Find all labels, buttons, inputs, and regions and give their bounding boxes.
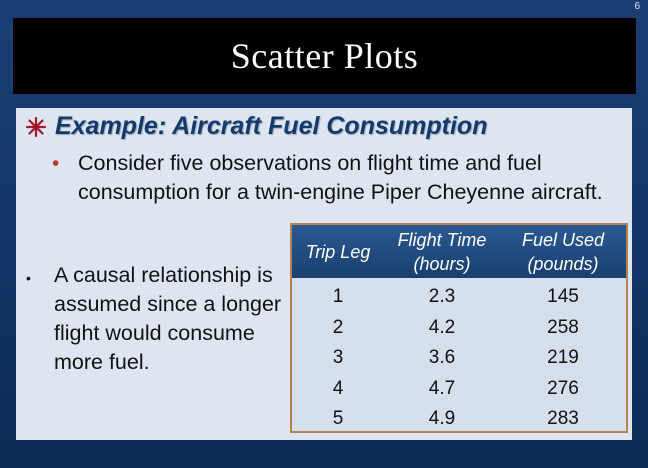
title-bar: [13, 18, 636, 94]
page-number: 6: [634, 1, 640, 12]
cell-flight-time: 3.6: [428, 347, 456, 369]
bullet-causal: [26, 261, 291, 377]
header-flight-time-line2: (hours): [413, 253, 471, 274]
header-flight-time: [384, 225, 500, 278]
cell-trip-leg: 4: [332, 377, 344, 399]
slide-title: Scatter Plots: [230, 36, 419, 76]
cell-fuel-used: 276: [547, 377, 579, 399]
header-fuel-used-line1: Fuel Used: [521, 229, 605, 250]
snowflake-icon: [26, 117, 46, 137]
header-trip-leg-line1: Trip Leg: [305, 241, 371, 262]
cell-flight-time: 4.2: [428, 316, 456, 338]
cell-trip-leg: 2: [332, 316, 344, 338]
bullet-dot: •: [52, 152, 60, 175]
cell-flight-time: 2.3: [428, 286, 456, 308]
table-row: [292, 404, 626, 435]
header-fuel-used-line2: (pounds): [527, 253, 599, 274]
example-heading: [26, 112, 487, 141]
bullet-observations-text: Consider five observations on flight time and fuel consumption for a twin-engine Piper Cheyenne aircraft.: [78, 151, 603, 204]
fuel-data-table: [290, 223, 628, 433]
bullet-dot: •: [26, 270, 31, 286]
cell-trip-leg: 5: [332, 408, 344, 430]
cell-fuel-used: 258: [547, 316, 579, 338]
table-row: [292, 313, 626, 344]
table-row: [292, 282, 626, 313]
cell-fuel-used: 145: [547, 286, 579, 308]
bullet-causal-text: A causal relationship is assumed since a longer flight would consume more fuel.: [54, 263, 282, 374]
header-flight-time-line1: Flight Time: [397, 229, 487, 250]
cell-trip-leg: 1: [332, 286, 344, 308]
table-body: [292, 282, 626, 435]
cell-flight-time: 4.9: [428, 408, 456, 430]
table-row: [292, 374, 626, 405]
table-row: [292, 343, 626, 374]
cell-fuel-used: 219: [547, 347, 579, 369]
header-trip-leg: [292, 225, 384, 278]
cell-trip-leg: 3: [332, 347, 344, 369]
header-fuel-used: [500, 225, 626, 278]
cell-flight-time: 4.7: [428, 377, 456, 399]
bullet-observations: [52, 149, 622, 207]
cell-fuel-used: 283: [547, 408, 579, 430]
heading-text: Example: Aircraft Fuel Consumption: [55, 112, 488, 140]
table-header: [292, 225, 626, 278]
